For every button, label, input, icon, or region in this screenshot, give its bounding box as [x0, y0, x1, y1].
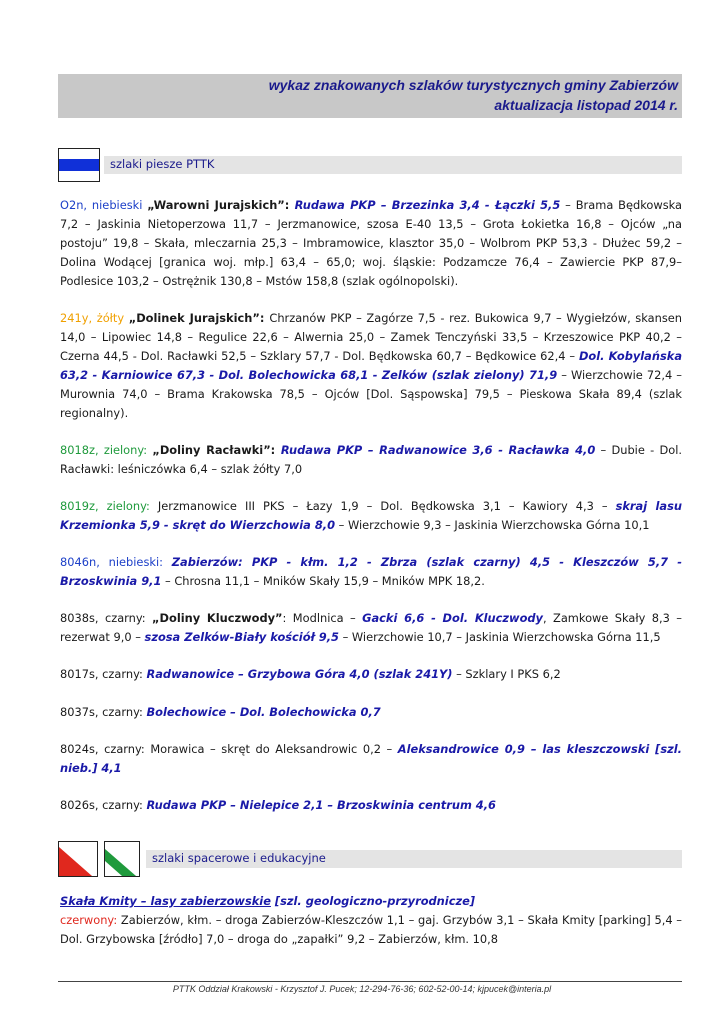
trail-highlight: Rudawa PKP – Nielepice 2,1 – Brzoskwinia centrum 4,6	[146, 798, 496, 812]
trail-route: Chrzanów PKP – Zagórze 7,5 - rez. Bukowica 9,7 – Wygiełzów, skansen 14,0 – Lipowiec 14,8 – Regulice 22,6 – Alwernia 25,0 – Zamek Tenczyński 33,5 – Krzeszowice PKP 40,2 – Czerna 44,5 - Dol. Racławki 52,5 – Szklary 57,7 - Dol. Będkowska 60,7 – Będkowice 62,4 –	[60, 311, 682, 363]
header-title: wykaz znakowanych szlaków turystycznych gminy Zabierzów	[268, 77, 678, 93]
trail-code: 8026s, czarny:	[60, 798, 147, 812]
trail-code: 241y, żółty	[60, 311, 129, 325]
page-footer: PTTK Oddział Krakowski - Krzysztof J. Pucek; 12-294-76-36; 602-52-00-14; kjpucek@interia.pl	[172, 984, 552, 994]
trail-code: O2n, niebieski	[60, 198, 148, 212]
trail-route: – Szklary I PKS 6,2	[452, 667, 561, 681]
trail-route: Jerzmanowice III PKS – Łazy 1,9 – Dol. Będkowska 3,1 – Kawiory 4,3 –	[157, 499, 616, 513]
trail-code: czerwony:	[60, 913, 121, 927]
trail-code: 8019z, zielony:	[60, 499, 158, 513]
trail-route-rest: – Wierzchowie 10,7 – Jaskinia Wierzchowska Górna 11,5	[338, 630, 661, 644]
trail-highlight: Gacki 6,6 - Dol. Kluczwody	[362, 611, 543, 625]
trail-entry-8024s	[60, 740, 682, 778]
trail-code: 8024s, czarny:	[60, 742, 151, 756]
trail-route: : Modlnica –	[282, 611, 363, 625]
trail-entry-8018z	[60, 441, 682, 479]
trail-entry-8017s	[60, 665, 682, 684]
trail-route-rest: – Wierzchowie 9,3 – Jaskinia Wierzchowska Górna 10,1	[335, 518, 650, 532]
trail-code: 8018z, zielony:	[60, 443, 153, 457]
trail-highlight: Aleksandrowice 0,9 – las kleszczowski [szl. nieb.] 4,1	[60, 742, 682, 775]
trail-highlight: Radwanowice – Grzybowa Góra 4,0 (szlak 241Y)	[146, 667, 453, 681]
section-educational-trails	[146, 850, 682, 868]
trail-route-rest: – Wierzchowie 72,4 – Murownia 74,0 – Brama Krakowska 78,5 – Ojców [Dol. Sąspowska] 79,5 – Pieskowa Skała 89,4 (szlak regionalny).	[60, 368, 682, 420]
trail-route: – Brama Będkowska 7,2 – Jaskinia Nietoperzowa 11,7 – Jerzmanowice, szosa E-40 13,5 – Grota Łokietka 16,8 – Ojców „na postoju” 19,8 – Skała, mleczarnia 25,3 – Imbramowice, klasztor 35,0 – Wolbrom PKP 53,3 - Dłużec 59,2 – Dolina Wodącej [granica woj. młp.] 63,4 – 65,0; woj. śląskie: Podzamcze 76,4 – Zawiercie PKP 87,9– Podlesice 103,2 – Ostrężnik 130,8 – Mstów 158,8 (szlak ogólnopolski).	[60, 198, 683, 288]
trail-highlight: skraj lasu Krzemionka 5,9 - skręt do Wierzchowia 8,0	[60, 499, 682, 532]
section-educational-label: szlaki spacerowe i edukacyjne	[152, 851, 326, 865]
trail-entry-8037s	[60, 703, 682, 722]
trail-highlight: Rudawa PKP – Radwanowice 3,6 - Racławka 4,0	[280, 443, 596, 457]
footer-divider	[58, 981, 682, 982]
trail-code: 8037s, czarny:	[60, 705, 147, 719]
trail-entry-skala-kmity	[60, 892, 682, 949]
trail-entry-8026s	[60, 796, 682, 815]
trail-name: „Dolinek Jurajskich”:	[128, 311, 270, 325]
trail-code: 8046n, niebieski:	[60, 555, 172, 569]
trail-name: „Doliny Kluczwody”	[152, 611, 283, 625]
trail-route-mid: , Zamkowe Skały 8,3 – rezerwat 9,0 –	[60, 611, 682, 644]
trail-highlight: Zabierzów: PKP - kłm. 1,2 - Zbrza (szlak czarny) 4,5 - Kleszczów 5,7 - Brzoskwinia 9,1	[60, 555, 682, 588]
document-header	[58, 74, 682, 118]
trail-highlight-2: szosa Zelków-Biały kościół 9,5	[144, 630, 339, 644]
blue-trail-flag-icon	[58, 148, 100, 182]
trail-name: „Warowni Jurajskich”:	[147, 198, 295, 212]
trail-highlight: Dol. Kobylańska 63,2 - Karniowice 67,3 - Dol. Bolechowicka 68,1 - Zelków (szlak zielony) 71,9	[60, 349, 683, 382]
section-walking-label: szlaki piesze PTTK	[110, 157, 215, 171]
trail-route: Zabierzów, kłm. – droga Zabierzów-Kleszczów 1,1 – gaj. Grzybów 3,1 – Skała Kmity [parking] 5,4 – Dol. Grzybowska [źródło] 7,0 – droga do „zapałki” 9,2 – Zabierzów, kłm. 10,8	[60, 913, 682, 946]
green-diagonal-trail-flag-icon	[104, 841, 140, 877]
trail-entry-8046n	[60, 553, 682, 591]
trail-highlight: Rudawa PKP – Brzezinka 3,4 - Łączki 5,5	[294, 198, 561, 212]
section-walking-trails	[104, 156, 682, 174]
trail-code: 8038s, czarny:	[60, 611, 153, 625]
trail-name: „Doliny Racławki”:	[152, 443, 281, 457]
trail-title: Skała Kmity – lasy zabierzowskie	[60, 894, 271, 908]
trail-code: 8017s, czarny:	[60, 667, 147, 681]
header-subtitle: aktualizacja listopad 2014 r.	[494, 97, 678, 113]
trail-route: Morawica – skręt do Aleksandrowic 0,2 –	[150, 742, 398, 756]
red-diagonal-trail-flag-icon	[58, 841, 98, 877]
trail-entry-8019z	[60, 497, 682, 535]
trail-entry-8038s	[60, 609, 682, 647]
trail-entry-241y	[60, 309, 682, 423]
trail-route: – Dubie - Dol. Racławki: leśniczówka 6,4 – szlak żółty 7,0	[60, 443, 682, 476]
trail-title-rest: [szl. geologiczno-przyrodnicze]	[270, 894, 476, 908]
trail-highlight: Bolechowice – Dol. Bolechowicka 0,7	[146, 705, 381, 719]
trail-entry-o2n	[60, 196, 682, 291]
trail-route: – Chrosna 11,1 – Mników Skały 15,9 – Mników MPK 18,2.	[161, 574, 485, 588]
